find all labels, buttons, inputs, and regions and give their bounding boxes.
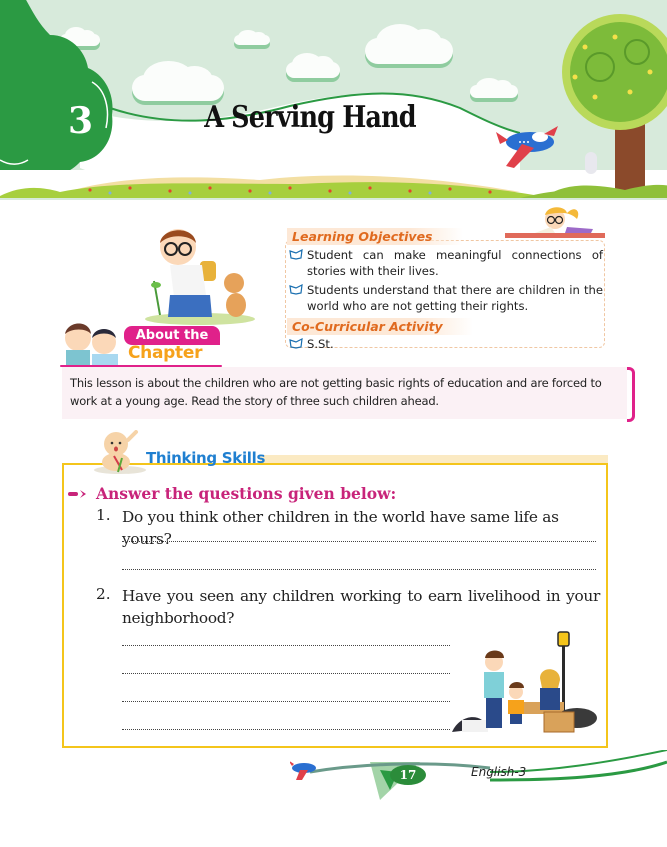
page-number: 17 bbox=[390, 765, 426, 785]
girl-reading-illustration bbox=[505, 205, 605, 245]
airplane-illustration bbox=[492, 122, 562, 172]
cloud-illustration bbox=[365, 38, 453, 64]
book-icon bbox=[289, 284, 303, 295]
answer-line[interactable] bbox=[122, 672, 450, 674]
book-icon bbox=[289, 249, 303, 260]
chapter-banner bbox=[0, 0, 667, 200]
tree-illustration bbox=[545, 12, 667, 197]
instruction-heading: Answer the questions given below: bbox=[96, 484, 397, 503]
activity-text: S.St. bbox=[307, 337, 334, 351]
co-curricular-heading: Co-Curricular Activity bbox=[287, 318, 473, 335]
arrow-bullet-icon bbox=[68, 489, 90, 499]
objective-text: Students understand that there are children in the world who are not getting their rights. bbox=[307, 283, 603, 313]
answer-line[interactable] bbox=[122, 568, 596, 570]
kids-illustration bbox=[60, 320, 130, 370]
street-children-illustration bbox=[452, 628, 602, 746]
objective-text: Student can make meaningful connections of stories with their lives. bbox=[307, 248, 603, 278]
cloud-illustration bbox=[234, 35, 270, 45]
chapter-title: A Serving Hand bbox=[204, 100, 416, 135]
boy-planting-illustration bbox=[140, 225, 260, 325]
cloud-illustration bbox=[286, 62, 340, 78]
about-chapter-label: Chapter bbox=[128, 343, 203, 363]
answer-line[interactable] bbox=[122, 644, 450, 646]
about-chapter-badge: About the bbox=[124, 326, 220, 345]
footer-decoration bbox=[290, 750, 667, 820]
question-text: Have you seen any children working to earn livelihood in your neighborhood? bbox=[122, 587, 600, 627]
answer-line[interactable] bbox=[122, 700, 450, 702]
chapter-summary: This lesson is about the children who are not getting basic rights of education and are forced to work at a young age. Read the story of three such children ahead. bbox=[70, 376, 602, 408]
learning-objectives-heading: Learning Objectives bbox=[287, 228, 463, 245]
baby-illustration bbox=[92, 430, 148, 474]
thinking-skills-label: Thinking Skills bbox=[146, 449, 266, 467]
question-number: 1. bbox=[96, 506, 111, 524]
subject-label: English-3 bbox=[471, 765, 527, 779]
summary-bracket bbox=[627, 367, 635, 422]
answer-line[interactable] bbox=[122, 540, 596, 542]
activity-item bbox=[287, 336, 603, 352]
question-text: Do you think other children in the world have same life as yours? bbox=[122, 508, 559, 548]
answer-line[interactable] bbox=[122, 728, 450, 730]
question-number: 2. bbox=[96, 585, 111, 603]
objective-item bbox=[287, 247, 603, 279]
objective-item bbox=[287, 282, 603, 314]
chapter-number: 3 bbox=[68, 100, 94, 142]
book-icon bbox=[289, 338, 303, 349]
